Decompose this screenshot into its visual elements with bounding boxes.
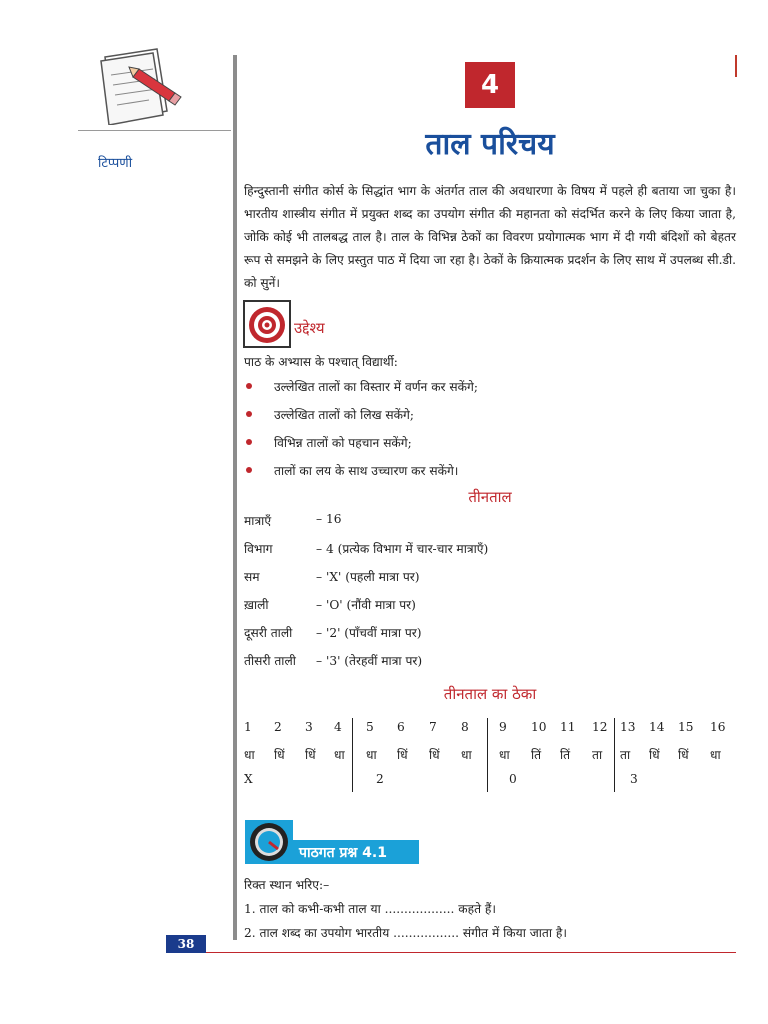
beat-number: 8 xyxy=(461,720,469,734)
list-item: विभिन्न तालों को पहचान सकेंगे; xyxy=(244,434,724,462)
beat-number: 1 xyxy=(244,720,252,734)
chapter-number: 4 xyxy=(465,62,515,108)
beat-number: 7 xyxy=(429,720,437,734)
bullet-icon xyxy=(246,439,252,445)
spec-row: विभाग – 4 (प्रत्येक विभाग में चार-चार मात्राएँ) xyxy=(244,542,489,556)
theka-beats-row xyxy=(244,716,736,742)
notes-pencil-icon xyxy=(95,45,190,125)
question-gauge-icon xyxy=(245,820,293,864)
bullet-icon xyxy=(246,383,252,389)
question-item: 1. ताल को कभी-कभी ताल या .................. कहते हैं। xyxy=(244,902,496,916)
margin-divider xyxy=(78,130,231,131)
spec-row: मात्राएँ – 16 xyxy=(244,512,342,528)
list-item: उल्लेखित तालों को लिख सकेंगे; xyxy=(244,406,724,434)
vibhag-divider xyxy=(614,718,615,792)
objectives-list xyxy=(244,378,724,490)
beat-number: 2 xyxy=(274,720,282,734)
bol-syllable: धिं xyxy=(274,748,285,762)
questions-list xyxy=(244,900,567,948)
bullet-icon xyxy=(246,411,252,417)
beat-number: 11 xyxy=(560,720,576,734)
teental-specs xyxy=(244,512,716,680)
objectives-lead: पाठ के अभ्यास के पश्चात् विद्यार्थी: xyxy=(244,355,398,369)
bol-syllable: ता xyxy=(592,748,603,762)
bol-syllable: धा xyxy=(366,748,377,762)
list-item: तालों का लय के साथ उच्चारण कर सकेंगे। xyxy=(244,462,724,490)
beat-number: 14 xyxy=(649,720,665,734)
beat-number: 16 xyxy=(710,720,726,734)
beat-number: 6 xyxy=(397,720,405,734)
bol-syllable: ता xyxy=(620,748,631,762)
spec-row: सम – 'X' (पहली मात्रा पर) xyxy=(244,570,420,584)
bullet-icon xyxy=(246,467,252,473)
bol-syllable: धा xyxy=(710,748,721,762)
bol-syllable: धिं xyxy=(649,748,660,762)
theka-marks-row xyxy=(244,768,736,794)
questions-lead: रिक्त स्थान भरिए:– xyxy=(244,878,330,892)
beat-number: 13 xyxy=(620,720,636,734)
theka-bols-row xyxy=(244,742,736,768)
theka-table xyxy=(244,716,736,794)
beat-number: 10 xyxy=(531,720,547,734)
beat-number: 9 xyxy=(499,720,507,734)
vibhag-divider xyxy=(352,718,353,792)
question-item: 2. ताल शब्द का उपयोग भारतीय ................. संगीत में किया जाता है। xyxy=(244,926,567,940)
questions-title: पाठगत प्रश्न 4.1 xyxy=(293,840,419,864)
bol-syllable: धा xyxy=(244,748,255,762)
list-item: उल्लेखित तालों का विस्तार में वर्णन कर सकेंगे; xyxy=(244,378,724,406)
objectives-title: उद्देश्य xyxy=(294,319,325,337)
beat-number: 15 xyxy=(678,720,694,734)
bol-syllable: धिं xyxy=(678,748,689,762)
bol-syllable: तिं xyxy=(531,748,542,762)
beat-number: 12 xyxy=(592,720,608,734)
footer-rule xyxy=(206,952,736,953)
theka-heading: तीनताल का ठेका xyxy=(443,685,537,703)
vibhag-mark: X xyxy=(244,772,253,786)
bol-syllable: तिं xyxy=(560,748,571,762)
vibhag-mark: 0 xyxy=(509,772,517,786)
bol-syllable: धिं xyxy=(429,748,440,762)
bol-syllable: धिं xyxy=(305,748,316,762)
teental-heading: तीनताल xyxy=(468,488,512,506)
beat-number: 5 xyxy=(366,720,374,734)
bol-syllable: धिं xyxy=(397,748,408,762)
margin-note-label: टिप्पणी xyxy=(98,156,133,171)
bol-syllable: धा xyxy=(461,748,472,762)
bol-syllable: धा xyxy=(499,748,510,762)
target-icon xyxy=(243,300,291,348)
intro-paragraph: हिन्दुस्तानी संगीत कोर्स के सिद्धांत भाग के अंतर्गत ताल की अवधारणा के विषय में पहले ही बताया जा चुका है। भारतीय शास्त्रीय संगीत में प्रयुक्त शब्द का उपयोग संगीत की महानता को संदर्भित करने के लिए किया जाता है, जोकि कोई भी तालबद्ध ताल है। ताल के विभिन्न ठेकों का विवरण प्रयोगात्मक भाग में दी गयी बंदिशों को बेहतर रूप से समझने के लिए प्रस्तुत पाठ में दिया जा रहा है। ठेकों के क्रियात्मक प्रदर्शन के लिए साथ में उपलब्ध सी.डी. को सुनें। xyxy=(244,184,736,290)
bol-syllable: धा xyxy=(334,748,345,762)
spec-row: दूसरी ताली – '2' (पाँचवीं मात्रा पर) xyxy=(244,626,422,640)
corner-mark xyxy=(735,55,737,77)
beat-number: 3 xyxy=(305,720,313,734)
beat-number: 4 xyxy=(334,720,342,734)
vibhag-divider xyxy=(487,718,488,792)
page-number: 38 xyxy=(166,935,206,953)
chapter-title: ताल परिचय xyxy=(425,127,555,162)
vibhag-mark: 3 xyxy=(630,772,638,786)
spec-row: ख़ाली – 'O' (नौंवी मात्रा पर) xyxy=(244,598,416,612)
spec-row: तीसरी ताली – '3' (तेरहवीं मात्रा पर) xyxy=(244,654,423,668)
vibhag-mark: 2 xyxy=(376,772,384,786)
margin-rule xyxy=(233,55,237,940)
